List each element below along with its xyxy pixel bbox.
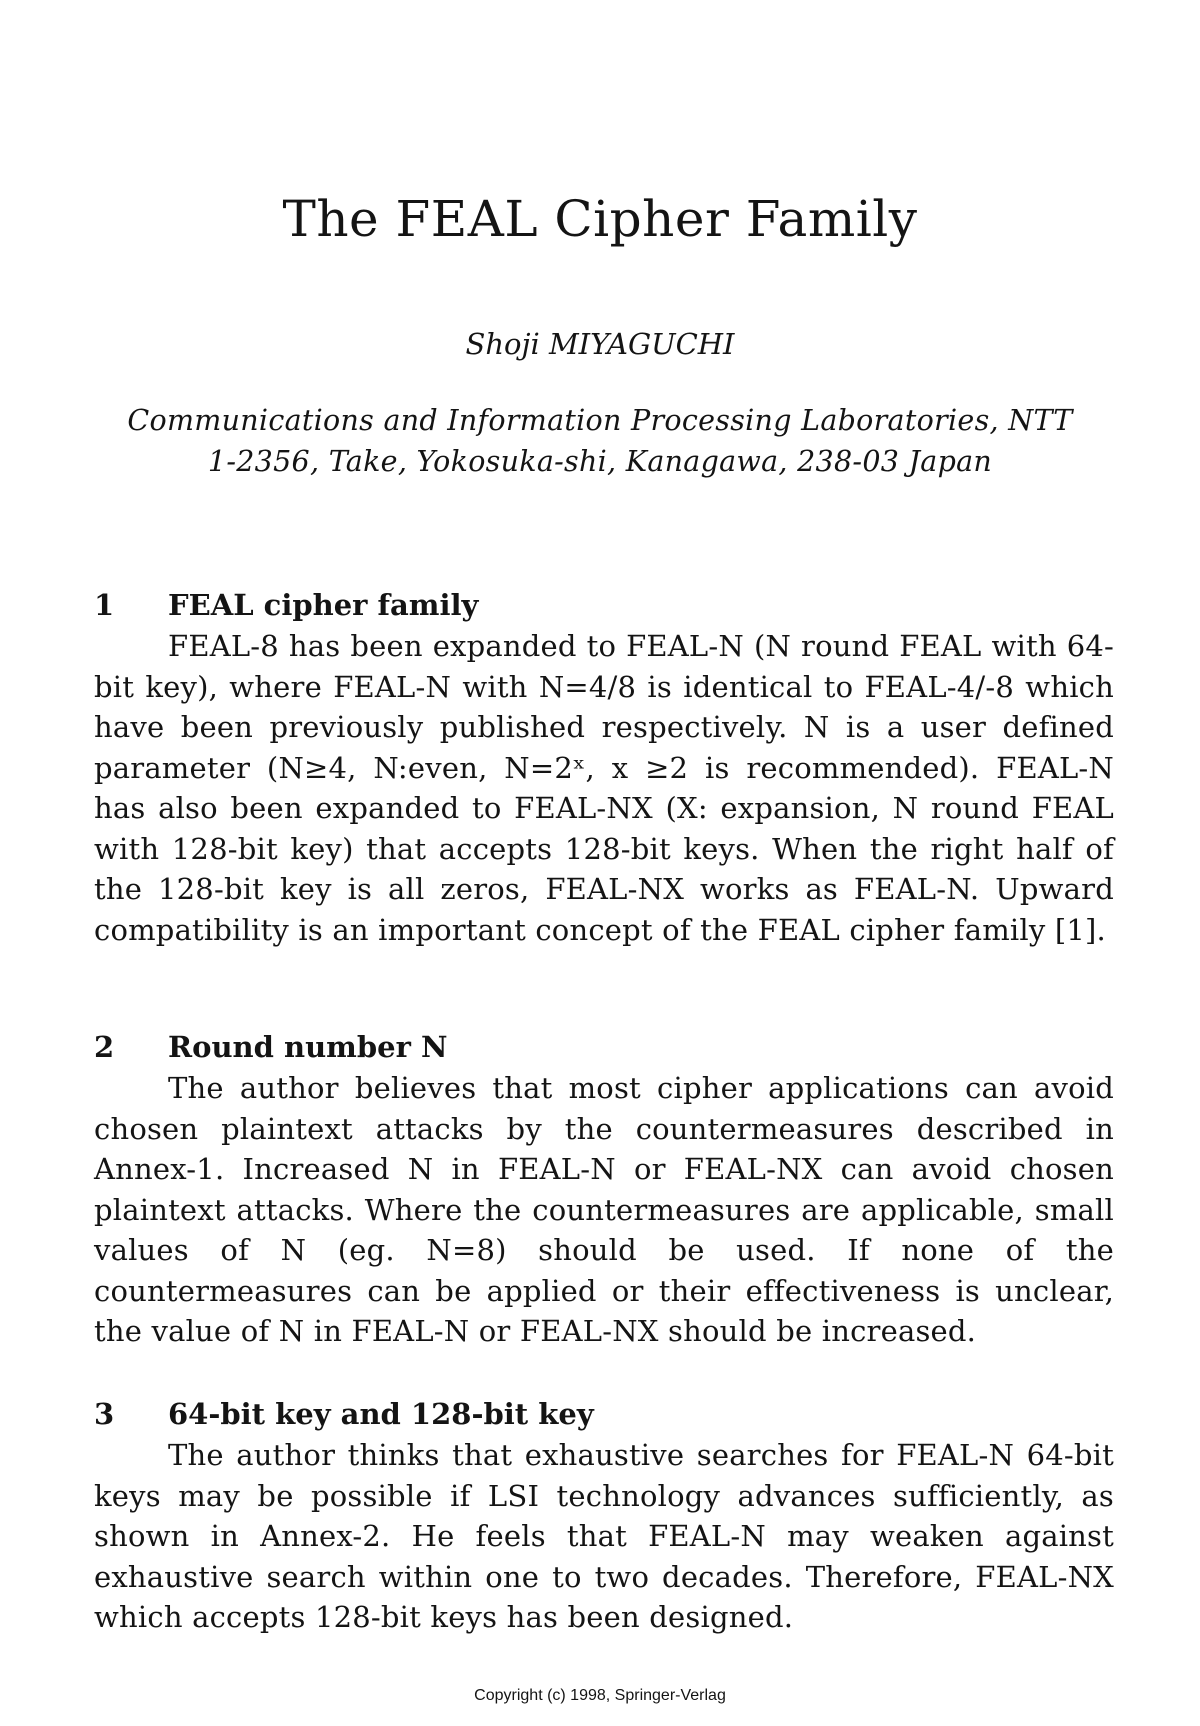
section-body: FEAL-8 has been expanded to FEAL-N (N round FEAL with 64-bit key), where FEAL-N with N=4/8 is identical to FEAL-4/-8 which have been previously published respectively. N is a user defined parameter (N≥4, N:even, N=2ˣ, x ≥2 is recommended). FEAL-N has also been expanded to FEAL-NX (X: expansion, N round FEAL with 128-bit key) that accepts 128-bit keys. When the right half of the 128-bit key is all zeros, FEAL-NX works as FEAL-N. Upward compatibility is an important concept of the FEAL cipher family [1]. <box>94 629 1114 947</box>
section-body: The author thinks that exhaustive searches for FEAL-N 64-bit keys may be possible if LSI technology advances sufficiently, as shown in Annex-2. He feels that FEAL-N may weaken against exhaustive search within one to two decades. Therefore, FEAL-NX which accepts 128-bit keys has been designed. <box>94 1438 1114 1634</box>
author-name: Shoji MIYAGUCHI <box>465 327 735 361</box>
affiliation-line-2: 1-2356, Take, Yokosuka-shi, Kanagawa, 238-03 Japan <box>207 445 993 478</box>
affiliation <box>0 400 1200 482</box>
copyright-notice: Copyright (c) 1998, Springer-Verlag <box>474 1687 726 1704</box>
section-title: 64-bit key and 128-bit key <box>168 1397 594 1431</box>
section-title: Round number N <box>168 1030 448 1064</box>
section-body: The author believes that most cipher applications can avoid chosen plaintext attacks by the countermeasures described in Annex-1. Increased N in FEAL-N or FEAL-NX can avoid chosen plaintext attacks. Where the countermeasures are applicable, small values of N (eg. N=8) should be used. If none of the countermeasures can be applied or their effectiveness is unclear, the value of N in FEAL-N or FEAL-NX should be increased. <box>94 1071 1114 1348</box>
section-number: 2 <box>94 1030 115 1064</box>
section-1 <box>94 584 1114 950</box>
section-3 <box>94 1393 1114 1638</box>
paper-title: The FEAL Cipher Family <box>282 190 918 248</box>
section-heading <box>94 1393 1114 1435</box>
section-heading <box>94 1026 1114 1068</box>
section-number: 1 <box>94 588 115 622</box>
affiliation-line-1: Communications and Information Processing Laboratories, NTT <box>127 404 1073 437</box>
section-heading <box>94 584 1114 626</box>
section-number: 3 <box>94 1397 115 1431</box>
section-2 <box>94 1026 1114 1352</box>
section-title: FEAL cipher family <box>168 588 479 622</box>
